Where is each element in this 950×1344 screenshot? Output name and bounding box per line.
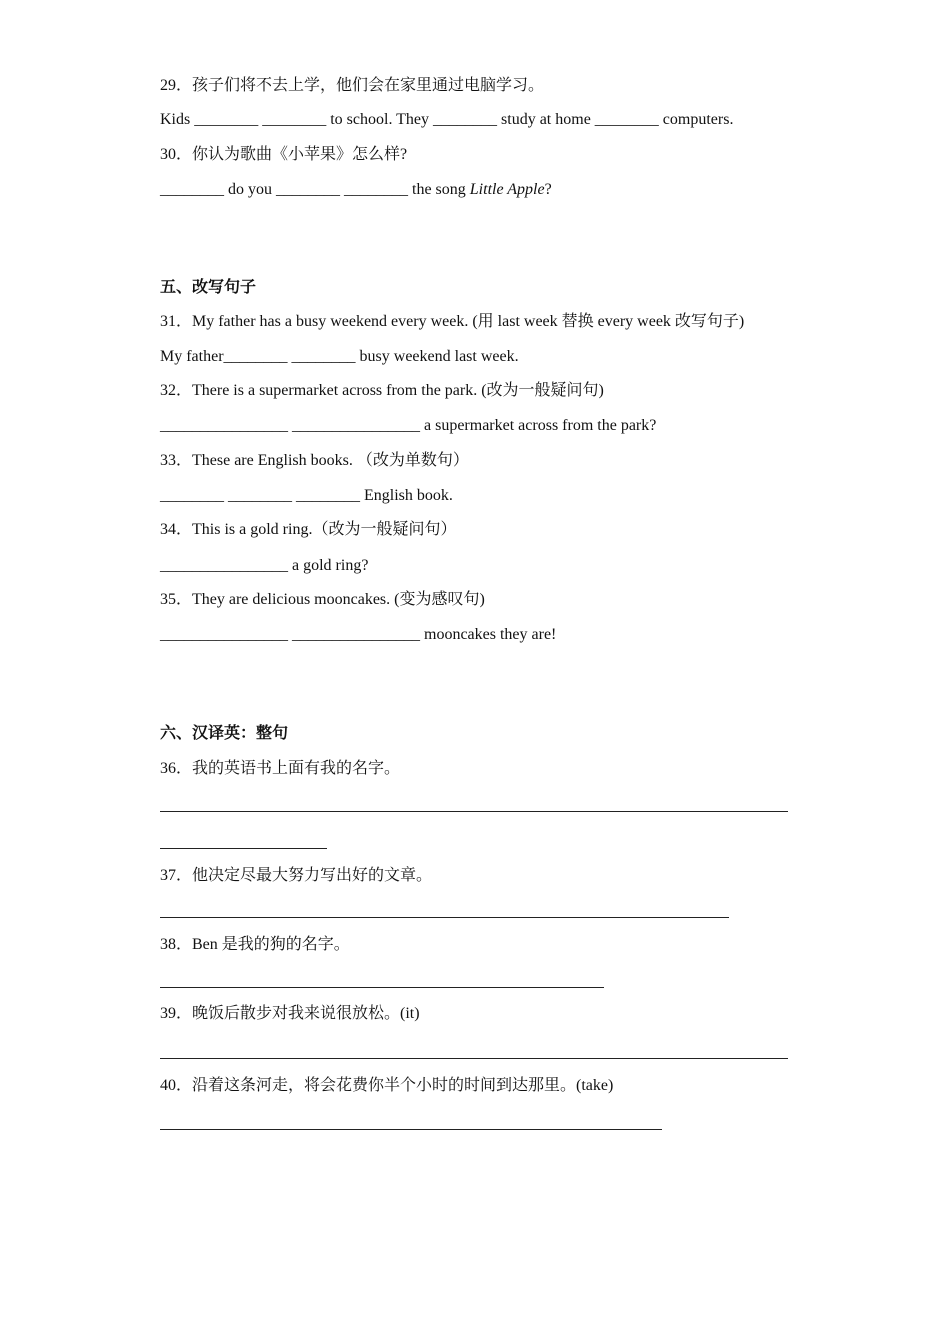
question-34-prompt: 34．This is a gold ring.（改为一般疑问句） [160,521,457,538]
question-40-prompt: 40．沿着这条河走，将会花费你半个小时的时间到达那里。(take) [160,1077,614,1094]
question-32-prompt: 32．There is a supermarket across from the park. (改为一般疑问句) [160,382,604,399]
question-30-answer-line [160,180,552,200]
question-35-prompt: 35．They are delicious mooncakes. (变为感叹句) [160,591,485,608]
song-title: Little Apple [469,181,545,198]
question-35-answer-line: ________________ ________________ mooncakes they are! [160,626,557,643]
section-6-heading: 六、汉译英：整句 [160,725,289,742]
question-39-answer-rule [160,1058,788,1059]
question-39-prompt: 39．晚饭后散步对我来说很放松。(it) [160,1005,420,1022]
question-38-prompt: 38．Ben 是我的狗的名字。 [160,936,350,953]
question-30-answer-end: ? [544,181,552,198]
question-29-prompt: 29．孩子们将不去上学，他们会在家里通过电脑学习。 [160,77,545,94]
question-37-answer-rule [160,917,729,918]
question-38-answer-rule [160,987,604,988]
question-30-answer-start: ________ do you ________ ________ the song [160,181,470,198]
question-37-prompt: 37．他决定尽最大努力写出好的文章。 [160,867,433,884]
question-30-prompt: 30．你认为歌曲《小苹果》怎么样? [160,146,408,163]
question-33-answer-line: ________ ________ ________ English book. [160,487,453,504]
section-5-heading: 五、改写句子 [160,279,257,296]
question-34-answer-line: ________________ a gold ring? [160,557,369,574]
question-33-prompt: 33．These are English books. （改为单数句） [160,452,469,469]
question-31-answer-line: My father________ ________ busy weekend last week. [160,348,519,365]
question-29-answer-line: Kids ________ ________ to school. They ________ study at home ________ computers. [160,111,734,128]
question-40-answer-rule [160,1129,662,1130]
question-32-answer-line: ________________ ________________ a supermarket across from the park? [160,417,657,434]
question-36-prompt: 36．我的英语书上面有我的名字。 [160,760,401,777]
question-36-answer-rule-1 [160,811,788,812]
question-36-answer-rule-2 [160,848,327,849]
question-31-prompt: 31．My father has a busy weekend every week. (用 last week 替换 every week 改写句子) [160,313,745,330]
